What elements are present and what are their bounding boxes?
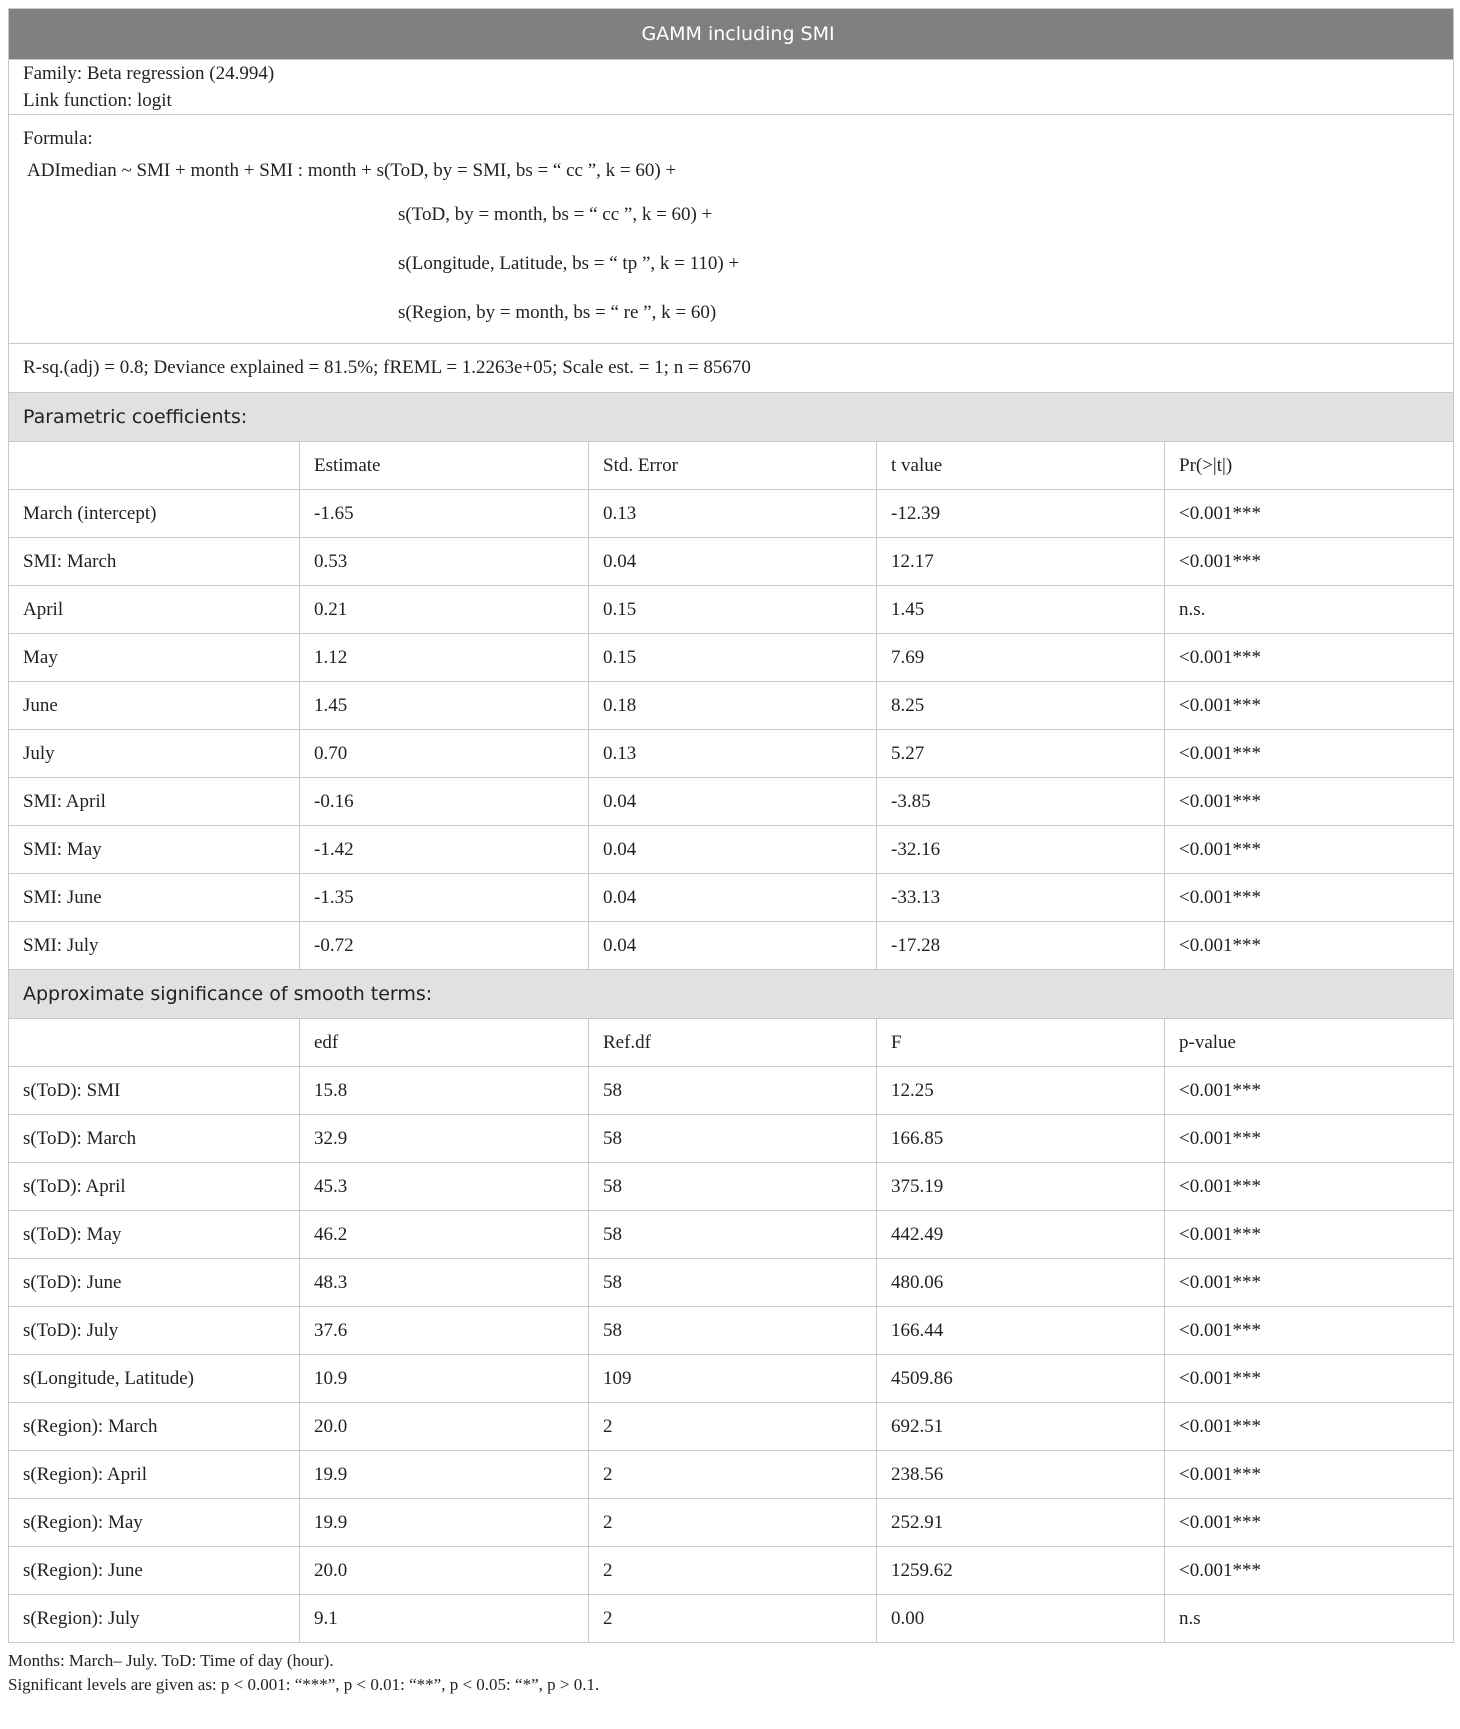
row-label: s(Region): June xyxy=(9,1547,300,1595)
table-cell: 1259.62 xyxy=(877,1547,1165,1595)
table-cell: 0.04 xyxy=(589,922,877,970)
row-label: s(ToD): SMI xyxy=(9,1067,300,1115)
column-header: Estimate xyxy=(300,442,589,490)
model-stats: R-sq.(adj) = 0.8; Deviance explained = 81.5%; fREML = 1.2263e+05; Scale est. = 1; n = 85670 xyxy=(9,344,1454,393)
table-cell: 166.44 xyxy=(877,1307,1165,1355)
table-cell: 0.70 xyxy=(300,730,589,778)
row-label: July xyxy=(9,730,300,778)
table-cell: 0.13 xyxy=(589,730,877,778)
footnote: Significant levels are given as: p < 0.001: “***”, p < 0.01: “**”, p < 0.05: “*”, p > 0.1. xyxy=(8,1675,600,1694)
table-cell: <0.001*** xyxy=(1165,778,1454,826)
footnote: Months: March– July. ToD: Time of day (hour). xyxy=(8,1651,334,1670)
table-cell: 238.56 xyxy=(877,1451,1165,1499)
table-cell: 2 xyxy=(589,1547,877,1595)
table-cell: 10.9 xyxy=(300,1355,589,1403)
table-row xyxy=(9,1115,1454,1163)
table-row xyxy=(9,826,1454,874)
table-cell: 32.9 xyxy=(300,1115,589,1163)
table-cell: <0.001*** xyxy=(1165,1403,1454,1451)
table-cell: -0.72 xyxy=(300,922,589,970)
table-cell: 58 xyxy=(589,1307,877,1355)
table-cell: 19.9 xyxy=(300,1451,589,1499)
table-cell: 2 xyxy=(589,1403,877,1451)
table-cell: -1.42 xyxy=(300,826,589,874)
formula-line: s(Region, by = month, bs = “ re ”, k = 60) xyxy=(398,302,717,323)
model-stats-row xyxy=(9,344,1454,393)
table-cell: <0.001*** xyxy=(1165,490,1454,538)
table-cell: 166.85 xyxy=(877,1115,1165,1163)
table-cell: 37.6 xyxy=(300,1307,589,1355)
table-row xyxy=(9,538,1454,586)
table-cell: 58 xyxy=(589,1211,877,1259)
table-cell: 0.15 xyxy=(589,634,877,682)
table-cell: <0.001*** xyxy=(1165,1115,1454,1163)
table-row xyxy=(9,1451,1454,1499)
table-cell: 15.8 xyxy=(300,1067,589,1115)
formula-row xyxy=(9,115,1454,344)
table-cell: -33.13 xyxy=(877,874,1165,922)
table-cell: 12.25 xyxy=(877,1067,1165,1115)
table-cell: 0.04 xyxy=(589,826,877,874)
table-header-row xyxy=(9,1019,1454,1067)
table-cell: 442.49 xyxy=(877,1211,1165,1259)
row-label: s(Region): May xyxy=(9,1499,300,1547)
table-row xyxy=(9,1403,1454,1451)
formula-line: s(Longitude, Latitude, bs = “ tp ”, k = 110) + xyxy=(398,253,740,274)
formula-line: s(ToD, by = month, bs = “ cc ”, k = 60) + xyxy=(398,204,713,225)
row-label: SMI: April xyxy=(9,778,300,826)
table-cell: 45.3 xyxy=(300,1163,589,1211)
column-header: F xyxy=(877,1019,1165,1067)
table-title: GAMM including SMI xyxy=(9,9,1454,60)
column-header: Ref.df xyxy=(589,1019,877,1067)
table-row xyxy=(9,1211,1454,1259)
table-cell: 252.91 xyxy=(877,1499,1165,1547)
column-header: t value xyxy=(877,442,1165,490)
row-label: s(ToD): March xyxy=(9,1115,300,1163)
table-cell: <0.001*** xyxy=(1165,730,1454,778)
table-cell: <0.001*** xyxy=(1165,1451,1454,1499)
table-cell: <0.001*** xyxy=(1165,826,1454,874)
section-header xyxy=(9,393,1454,442)
table-cell: 0.15 xyxy=(589,586,877,634)
table-cell: 4509.86 xyxy=(877,1355,1165,1403)
smooth-section-title: Approximate significance of smooth terms: xyxy=(9,970,1454,1019)
table-row xyxy=(9,1067,1454,1115)
table-cell: <0.001*** xyxy=(1165,634,1454,682)
table-cell: 7.69 xyxy=(877,634,1165,682)
smooth-body xyxy=(9,1019,1454,1643)
table-cell: 2 xyxy=(589,1499,877,1547)
table-row xyxy=(9,1355,1454,1403)
row-label: June xyxy=(9,682,300,730)
table-cell: 692.51 xyxy=(877,1403,1165,1451)
table-cell: 0.04 xyxy=(589,538,877,586)
table-cell: 46.2 xyxy=(300,1211,589,1259)
table-cell: 0.13 xyxy=(589,490,877,538)
table-cell: 0.04 xyxy=(589,778,877,826)
table-cell: 1.12 xyxy=(300,634,589,682)
row-label: April xyxy=(9,586,300,634)
table-cell: <0.001*** xyxy=(1165,682,1454,730)
table-cell: 9.1 xyxy=(300,1595,589,1643)
table-row xyxy=(9,730,1454,778)
table-row xyxy=(9,634,1454,682)
table-row xyxy=(9,1163,1454,1211)
table-cell: <0.001*** xyxy=(1165,1307,1454,1355)
table-cell: -32.16 xyxy=(877,826,1165,874)
title-row xyxy=(9,9,1454,60)
family-text: Family: Beta regression (24.994) xyxy=(23,63,275,84)
table-cell: <0.001*** xyxy=(1165,922,1454,970)
table-row xyxy=(9,1307,1454,1355)
parametric-section-title: Parametric coefficients: xyxy=(9,393,1454,442)
parametric-body xyxy=(9,442,1454,970)
gamm-table xyxy=(8,8,1454,1643)
column-header: p-value xyxy=(1165,1019,1454,1067)
row-label: SMI: July xyxy=(9,922,300,970)
table-footnotes xyxy=(8,1649,1453,1697)
row-label: s(ToD): May xyxy=(9,1211,300,1259)
table-cell: 5.27 xyxy=(877,730,1165,778)
table-cell: n.s xyxy=(1165,1595,1454,1643)
table-row xyxy=(9,922,1454,970)
table-cell: -1.35 xyxy=(300,874,589,922)
row-label: s(Region): April xyxy=(9,1451,300,1499)
table-cell: 12.17 xyxy=(877,538,1165,586)
table-cell: 480.06 xyxy=(877,1259,1165,1307)
table-cell: 58 xyxy=(589,1163,877,1211)
table-cell: 0.21 xyxy=(300,586,589,634)
table-cell: -1.65 xyxy=(300,490,589,538)
table-header-row xyxy=(9,442,1454,490)
table-cell: <0.001*** xyxy=(1165,1163,1454,1211)
row-label: s(ToD): June xyxy=(9,1259,300,1307)
table-cell: 8.25 xyxy=(877,682,1165,730)
table-cell: -0.16 xyxy=(300,778,589,826)
table-row xyxy=(9,1595,1454,1643)
table-cell: <0.001*** xyxy=(1165,538,1454,586)
table-cell: 20.0 xyxy=(300,1403,589,1451)
table-cell: -3.85 xyxy=(877,778,1165,826)
row-label: SMI: May xyxy=(9,826,300,874)
table-cell: -12.39 xyxy=(877,490,1165,538)
table-cell: 1.45 xyxy=(877,586,1165,634)
table-cell: 19.9 xyxy=(300,1499,589,1547)
table-cell: <0.001*** xyxy=(1165,1547,1454,1595)
table-row xyxy=(9,682,1454,730)
column-header: Pr(>|t|) xyxy=(1165,442,1454,490)
link-function-text: Link function: logit xyxy=(23,90,172,111)
table-cell: 2 xyxy=(589,1595,877,1643)
table-cell: 20.0 xyxy=(300,1547,589,1595)
table-cell: 0.04 xyxy=(589,874,877,922)
table-cell: 109 xyxy=(589,1355,877,1403)
table-row xyxy=(9,1547,1454,1595)
table-cell: <0.001*** xyxy=(1165,1211,1454,1259)
table-cell: 48.3 xyxy=(300,1259,589,1307)
column-header: Std. Error xyxy=(589,442,877,490)
family-row xyxy=(9,60,1454,115)
table-cell: n.s. xyxy=(1165,586,1454,634)
table-container xyxy=(8,8,1453,1697)
row-label: s(ToD): April xyxy=(9,1163,300,1211)
formula-label: Formula: xyxy=(23,128,93,149)
table-cell: 0.53 xyxy=(300,538,589,586)
section-header xyxy=(9,970,1454,1019)
table-cell: <0.001*** xyxy=(1165,1259,1454,1307)
table-cell: -17.28 xyxy=(877,922,1165,970)
row-label: SMI: March xyxy=(9,538,300,586)
table-cell: 0.00 xyxy=(877,1595,1165,1643)
table-cell: 2 xyxy=(589,1451,877,1499)
column-header: edf xyxy=(300,1019,589,1067)
row-label: SMI: June xyxy=(9,874,300,922)
table-cell: 1.45 xyxy=(300,682,589,730)
formula-line: ADImedian ~ SMI + month + SMI : month + s(ToD, by = SMI, bs = “ cc ”, k = 60) + xyxy=(27,160,677,181)
table-row xyxy=(9,586,1454,634)
table-row xyxy=(9,1259,1454,1307)
table-cell: <0.001*** xyxy=(1165,1499,1454,1547)
table-cell: 58 xyxy=(589,1067,877,1115)
table-cell: 0.18 xyxy=(589,682,877,730)
table-cell: 58 xyxy=(589,1115,877,1163)
row-label: s(Region): July xyxy=(9,1595,300,1643)
column-header xyxy=(9,442,300,490)
row-label: March (intercept) xyxy=(9,490,300,538)
row-label: s(ToD): July xyxy=(9,1307,300,1355)
row-label: s(Region): March xyxy=(9,1403,300,1451)
row-label: May xyxy=(9,634,300,682)
table-cell: <0.001*** xyxy=(1165,874,1454,922)
table-row xyxy=(9,1499,1454,1547)
table-row xyxy=(9,490,1454,538)
table-cell: 58 xyxy=(589,1259,877,1307)
table-cell: <0.001*** xyxy=(1165,1355,1454,1403)
column-header xyxy=(9,1019,300,1067)
table-cell: <0.001*** xyxy=(1165,1067,1454,1115)
table-row xyxy=(9,778,1454,826)
table-cell: 375.19 xyxy=(877,1163,1165,1211)
row-label: s(Longitude, Latitude) xyxy=(9,1355,300,1403)
table-row xyxy=(9,874,1454,922)
